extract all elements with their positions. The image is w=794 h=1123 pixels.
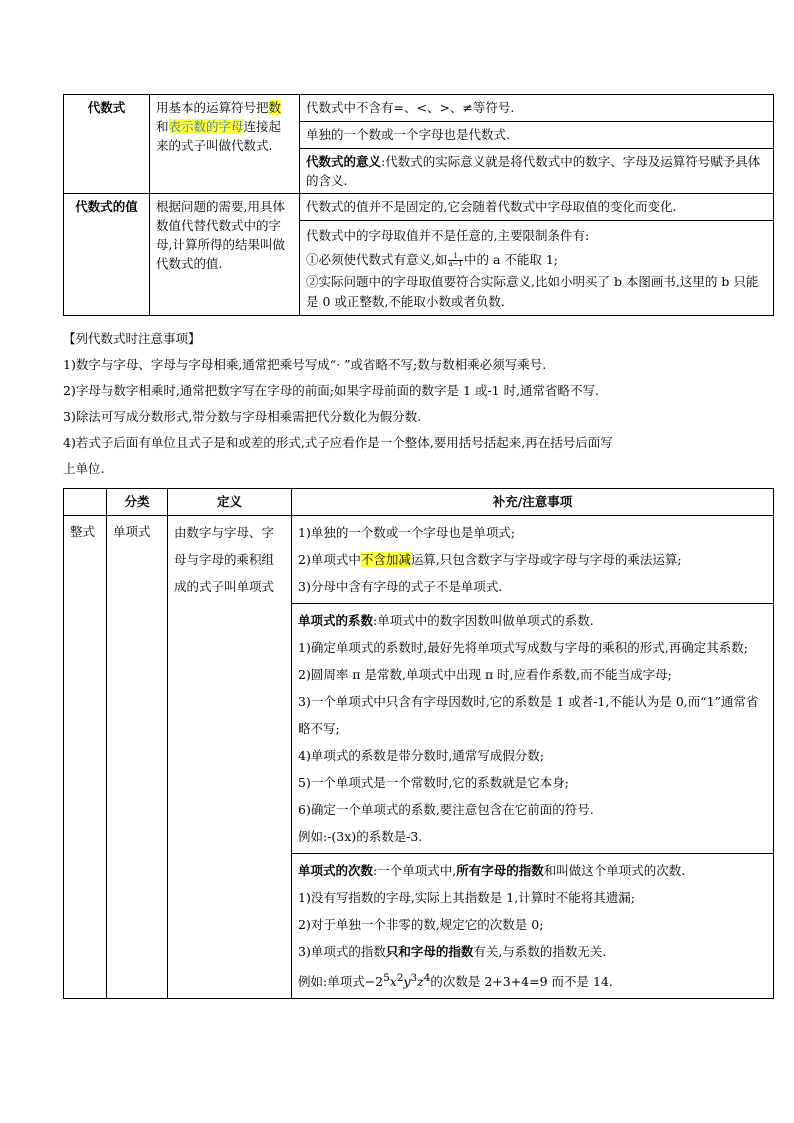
algebraic-expression-table — [63, 94, 774, 316]
header-category: 分类 — [107, 489, 168, 516]
definition-expression-value: 根据问题的需要,用具体数值代替代数式中的字母,计算所得的结果叫做代数式的值. — [150, 194, 300, 316]
monomial-table — [63, 488, 774, 999]
header-definition: 定义 — [168, 489, 292, 516]
header-blank — [64, 489, 107, 516]
note-single-number: 单独的一个数或一个字母也是代数式. — [300, 122, 774, 149]
note-meaning: 代数式的意义:代数式的实际意义就是将代数式中的数字、字母及运算符号赋予具体的含义. — [300, 149, 774, 194]
note-item: 3)除法可写成分数形式,带分数与字母相乘需把代分数化为假分数. — [63, 409, 422, 424]
term-algebraic-expression: 代数式 — [64, 95, 150, 194]
header-notes: 补充/注意事项 — [292, 489, 774, 516]
definition-algebraic-expression: 用基本的运算符号把数和表示数的字母连接起来的式子叫做代数式. — [150, 95, 300, 194]
note-item: 4)若式子后面有单位且式子是和或差的形式,式子应看作是一个整体,要用括号括起来,再在括号后面写 — [63, 435, 613, 450]
note-value-varies: 代数式的值并不是固定的,它会随着代数式中字母取值的变化而变化. — [300, 194, 774, 221]
note-value-restrictions: 代数式中的字母取值并不是任意的,主要限制条件有: ①必须使代数式有意义,如 $\frac{1}{a-1}$ 中的 a 不能取 1; ②实际问题中的字母取值要符合实际意义,比如小明买了 b 本图画书,这里的 b 只能是 0 或正整数,不能取小数或者负数. — [300, 221, 774, 316]
note-item: 上单位. — [63, 461, 105, 476]
monomial-coefficient-notes: 单项式的系数:单项式中的数字因数叫做单项式的系数. 1)确定单项式的系数时,最好先将单项式写成数与字母的乘积的形式,再确定其系数; 2)圆周率 π 是常数,单项式中出现 π 时,应看作系数,而不能当成字母; 3)一个单项式中只含有字母因数时,它的系数是 1 或者-1,不能认为是 0,而“1”通常省略不写; 4)单项式的系数是带分数时,通常写成假分数; 5)一个单项式是一个常数时,它的系数就是它本身; 6)确定一个单项式的系数,要注意包含在它前面的符号. 例如:-(3x)的系数是-3. — [292, 604, 774, 854]
monomial-degree-notes: 单项式的次数:一个单项式中,所有字母的指数和叫做这个单项式的次数. 1)没有写指数的字母,实际上其指数是 1,计算时不能将其遗漏; 2)对于单独一个非零的数,规定它的次数是 0; 3)单项式的指数只和字母的指数有关,与系数的指数无关. 例如:单项式$-2^5x^2y^3z^4$的次数是 2+3+4=9 而不是 14. — [292, 854, 774, 999]
notes-title: 【列代数式时注意事项】 — [63, 331, 201, 346]
category-polynomial: 整式 — [64, 516, 107, 999]
note-item: 2)字母与数字相乘时,通常把数字写在字母的前面;如果字母前面的数字是 1 或-1 时,通常省略不写. — [63, 383, 600, 398]
degree-example: 例如:单项式$-2^5x^2y^3z^4$的次数是 2+3+4=9 而不是 14. — [298, 972, 613, 990]
notes-section — [63, 326, 783, 482]
note-no-symbols: 代数式中不含有=、<、>、≠等符号. — [300, 95, 774, 122]
term-expression-value: 代数式的值 — [64, 194, 150, 316]
fraction: $\frac{1}{a-1}$ — [448, 252, 463, 268]
definition-monomial: 由数字与字母、字母与字母的乘积组成的式子叫单项式 — [168, 516, 292, 999]
note-item: 1)数字与字母、字母与字母相乘,通常把乘号写成“· ”或省略不写;数与数相乘必须写乘号. — [63, 357, 547, 372]
monomial-basic-notes: 1)单独的一个数或一个字母也是单项式; 2)单项式中不含加减运算,只包含数字与字母或字母与字母的乘法运算; 3)分母中含有字母的式子不是单项式. — [292, 516, 774, 604]
subcategory-monomial: 单项式 — [107, 516, 168, 999]
